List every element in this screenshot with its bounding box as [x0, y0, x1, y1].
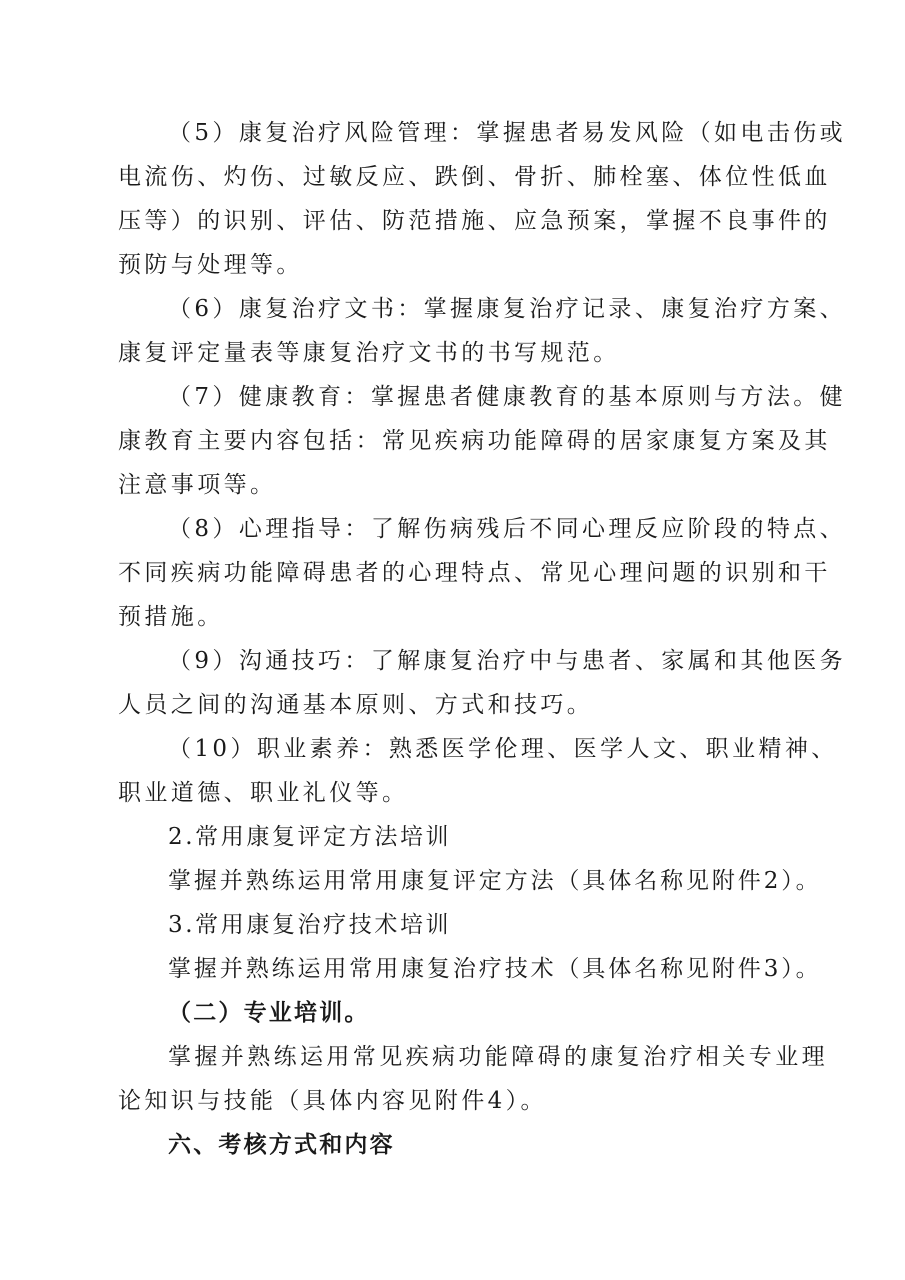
paragraph-line: 注意事项等。 [118, 472, 277, 498]
paragraph-line: 掌握并熟练运用常见疾病功能障碍的康复治疗相关专业理 [168, 1044, 828, 1070]
paragraph-line: 不同疾病功能障碍患者的心理特点、常见心理问题的识别和干 [118, 560, 831, 586]
subsection-heading: 2.常用康复评定方法培训 [168, 824, 452, 850]
paragraph-line: 康教育主要内容包括：常见疾病功能障碍的居家康复方案及其 [118, 428, 831, 454]
paragraph-line: 职业道德、职业礼仪等。 [118, 780, 409, 806]
paragraph-line: （9）沟通技巧：了解康复治疗中与患者、家属和其他医务 [168, 648, 847, 674]
paragraph-line: 掌握并熟练运用常用康复评定方法（具体名称见附件2）。 [168, 868, 822, 894]
paragraph-line: 预防与处理等。 [118, 252, 303, 278]
paragraph-line: 电流伤、灼伤、过敏反应、跌倒、骨折、肺栓塞、体位性低血 [118, 164, 831, 190]
paragraph-line: 康复评定量表等康复治疗文书的书写规范。 [118, 340, 620, 366]
paragraph-line: 预措施。 [118, 604, 224, 630]
paragraph-line: 掌握并熟练运用常用康复治疗技术（具体名称见附件3）。 [168, 956, 822, 982]
paragraph-line: 论知识与技能（具体内容见附件4）。 [118, 1088, 547, 1114]
chapter-heading: 六、考核方式和内容 [168, 1132, 395, 1158]
paragraph-line: （6）康复治疗文书：掌握康复治疗记录、康复治疗方案、 [168, 296, 847, 322]
paragraph-line: （5）康复治疗风险管理：掌握患者易发风险（如电击伤或 [168, 120, 847, 146]
paragraph-line: 压等）的识别、评估、防范措施、应急预案，掌握不良事件的 [118, 208, 831, 234]
paragraph-line: 人员之间的沟通基本原则、方式和技巧。 [118, 692, 594, 718]
paragraph-line: （10）职业素养：熟悉医学伦理、医学人文、职业精神、 [168, 736, 838, 762]
subsection-heading: 3.常用康复治疗技术培训 [168, 912, 452, 938]
paragraph-line: （8）心理指导：了解伤病残后不同心理反应阶段的特点、 [168, 516, 847, 542]
paragraph-line: （7）健康教育：掌握患者健康教育的基本原则与方法。健 [168, 384, 847, 410]
section-heading: （二）专业培训。 [168, 1000, 370, 1026]
